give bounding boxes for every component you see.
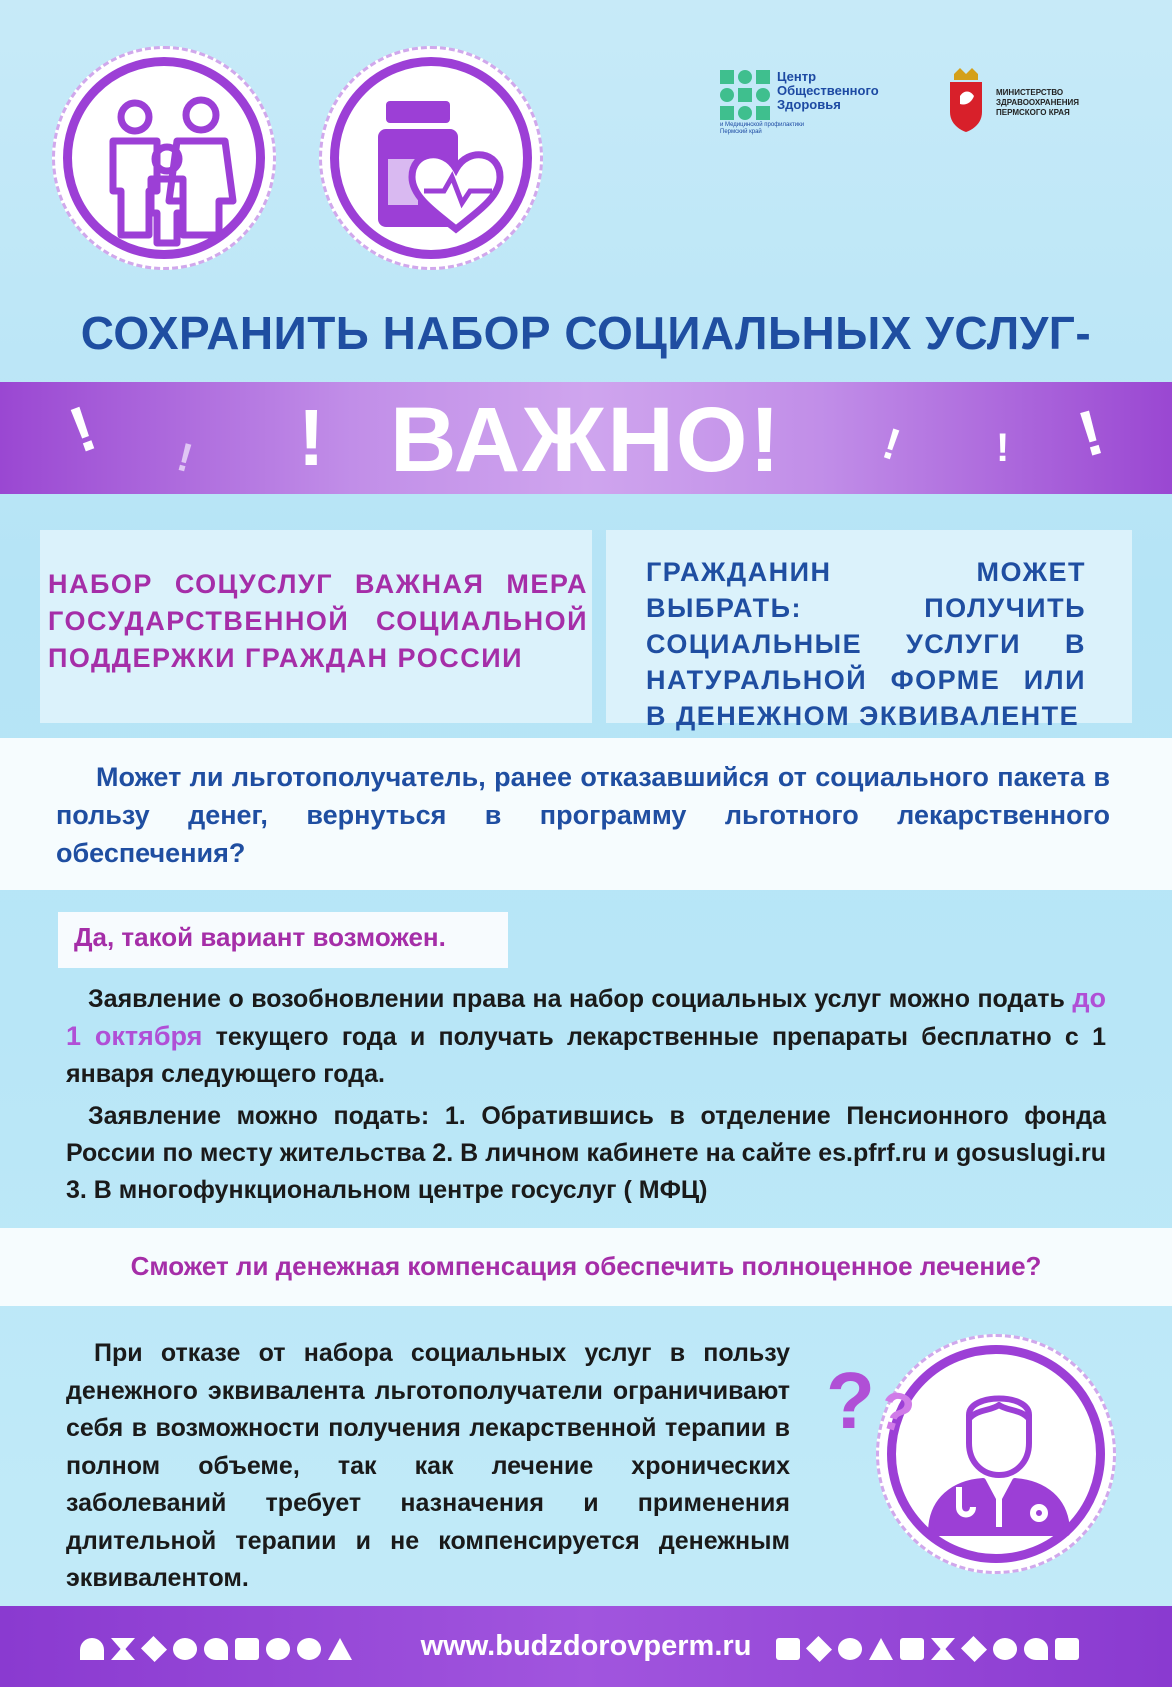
ministry-line2: ЗДРАВООХРАНЕНИЯ (996, 98, 1079, 107)
footer-decor-right (776, 1638, 1079, 1660)
exclamation-decor: ! (60, 391, 105, 467)
coat-of-arms-icon (946, 66, 986, 136)
question-mark-icon (822, 1352, 942, 1472)
center-logo-line2: Общественного (777, 83, 879, 98)
medicine-icon-circle (319, 46, 543, 270)
svg-text:?: ? (826, 1356, 875, 1445)
svg-text:?: ? (872, 1379, 921, 1446)
answer1: Да, такой вариант возможен. (74, 922, 446, 952)
page-title: СОХРАНИТЬ НАБОР СОЦИАЛЬНЫХ УСЛУГ- (80, 307, 1092, 359)
paragraph2 (66, 1098, 1106, 1209)
exclamation-decor: ! (1070, 395, 1111, 471)
ministry-line1: МИНИСТЕРСТВО (996, 88, 1064, 97)
exclamation-decor: ! (298, 393, 325, 482)
paragraph1-before: Заявление о возобновлении права на набор социальных услуг можно подать (88, 985, 1065, 1013)
center-logo-line3: Здоровья (777, 97, 841, 112)
footer-website[interactable]: www.budzdorovperm.ru (420, 1630, 752, 1662)
question2: Сможет ли денежная компенсация обеспечить полноценное лечение? (130, 1251, 1042, 1281)
paragraph1 (66, 980, 1106, 1093)
center-logo-mark (720, 70, 772, 122)
center-logo-line1: Центр (777, 69, 817, 84)
info-left-text: НАБОР СОЦУСЛУГ ВАЖНАЯ МЕРА ГОСУДАРСТВЕННОЙ СОЦИАЛЬНОЙ ПОДДЕРЖКИ ГРАЖДАН РОССИИ (48, 569, 588, 673)
exclamation-decor: ! (876, 418, 907, 471)
headline-important: ВАЖНО! (389, 389, 783, 491)
paragraph2-text: Заявление можно подать: 1. Обратившись в отделение Пенсионного фонда России по месту жительства 2. В личном кабинете на сайте es.pfrf.ru и gosuslugi.ru 3. В многофункциональном центре госуслуг ( МФЦ) (66, 1102, 1106, 1204)
paragraph1-after: текущего года и получать лекарственные препараты бесплатно с 1 января следующего года. (66, 1023, 1106, 1088)
exclamation-decor: ! (172, 435, 197, 481)
deadline-highlight: до 1 октября (66, 983, 1106, 1051)
exclamation-decor: ! (996, 426, 1010, 470)
info-right-text: ГРАЖДАНИН МОЖЕТ ВЫБРАТЬ: ПОЛУЧИТЬ СОЦИАЛЬНЫЕ УСЛУГИ В НАТУРАЛЬНОЙ ФОРМЕ ИЛИ В ДЕНЕЖНОМ ЭКВИВАЛЕНТЕ (646, 557, 1086, 731)
family-icon-circle (52, 46, 276, 270)
center-logo-sub1: и Медицинской профилактики (720, 122, 805, 128)
family-icon (55, 49, 279, 273)
ministry-line3: ПЕРМСКОГО КРАЯ (996, 108, 1070, 117)
center-logo-sub2: Пермский край (720, 129, 762, 135)
paragraph3 (66, 1335, 790, 1598)
medicine-heart-icon (322, 49, 546, 273)
paragraph3-text: При отказе от набора социальных услуг в пользу денежного эквивалента льготополучатели ограничивают себя в возможности получения лекарственной терапии в полном объеме, так как лечение хронических заболеваний требует назначения и применения длительной терапии и не компенсируется денежным эквивалентом. (66, 1339, 790, 1592)
question1: Может ли льготополучатель, ранее отказавшийся от социального пакета в пользу денег, вернуться в программу льготного лекарственного обеспечения? (56, 762, 1110, 868)
